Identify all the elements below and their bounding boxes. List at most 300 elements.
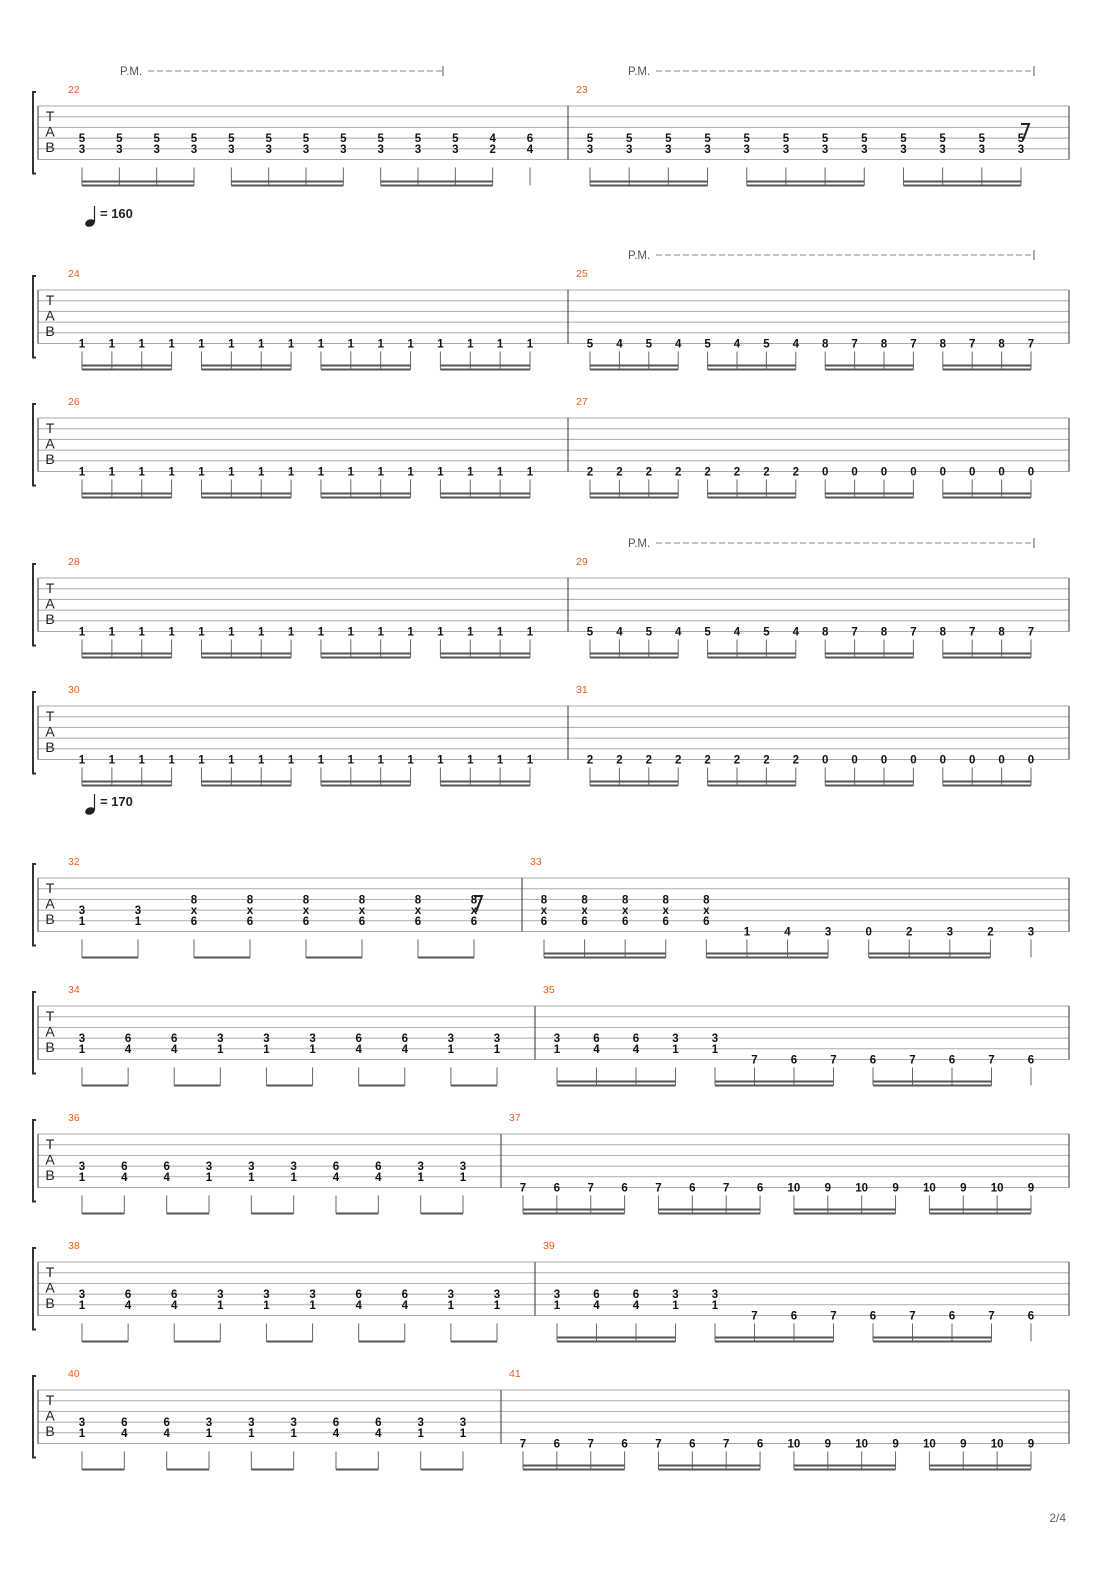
- fret-number: 5: [190, 133, 198, 146]
- fret-number: x: [662, 905, 669, 918]
- fret-number: 5: [704, 338, 711, 351]
- fret-number: 1: [407, 338, 414, 351]
- fret-number: 10: [923, 1438, 936, 1451]
- tab-clef-letter: B: [45, 323, 55, 339]
- fret-number: 3: [821, 143, 829, 156]
- fret-number: 5: [586, 338, 594, 351]
- tab-clef-letter: B: [45, 451, 55, 467]
- fret-number: 7: [722, 1182, 730, 1195]
- fret-number: 7: [1027, 338, 1035, 351]
- fret-number: 2: [733, 754, 741, 767]
- fret-number: 1: [496, 626, 504, 639]
- fret-number: 6: [703, 915, 710, 928]
- fret-number: 4: [792, 626, 800, 639]
- fret-number: 9: [1027, 1182, 1035, 1195]
- measure-number: 36: [68, 1112, 80, 1124]
- fret-number: 6: [121, 1417, 128, 1430]
- fret-number: 4: [526, 143, 534, 156]
- fret-number: 8: [581, 894, 588, 907]
- system-bracket: [33, 1248, 36, 1330]
- fret-number: 4: [355, 1043, 362, 1056]
- fret-number: 1: [526, 466, 534, 479]
- tab-clef-letter: B: [45, 1295, 55, 1311]
- fret-number: 6: [358, 915, 366, 928]
- fret-number: 10: [787, 1438, 801, 1451]
- fret-number: 6: [756, 1438, 764, 1451]
- fret-number: 6: [689, 1182, 696, 1195]
- system-bracket: [33, 276, 36, 358]
- fret-number: 3: [309, 1033, 316, 1046]
- fret-number: 8: [821, 338, 829, 351]
- fret-number: 5: [377, 133, 384, 146]
- fret-number: 6: [171, 1289, 178, 1302]
- fret-number: 4: [616, 338, 623, 351]
- page-number: 2/4: [1049, 1511, 1066, 1525]
- fret-number: 3: [190, 143, 198, 156]
- fret-number: 3: [665, 143, 672, 156]
- fret-number: 4: [401, 1299, 408, 1312]
- fret-number: 3: [78, 1417, 86, 1430]
- tab-clef-letter: T: [45, 292, 55, 308]
- fret-number: 7: [751, 1054, 758, 1067]
- fret-number: x: [703, 905, 710, 918]
- fret-number: 3: [711, 1033, 719, 1046]
- fret-number: 5: [452, 133, 459, 146]
- system-bracket: [33, 1120, 36, 1202]
- fret-number: 3: [861, 143, 868, 156]
- fret-number: 2: [645, 466, 653, 479]
- fret-number: 1: [309, 1043, 316, 1056]
- fret-number: 1: [78, 1299, 86, 1312]
- measure-number: 39: [543, 1240, 555, 1252]
- fret-number: 1: [108, 466, 116, 479]
- fret-number: 8: [998, 626, 1005, 639]
- fret-number: 1: [263, 1299, 270, 1312]
- fret-number: x: [540, 905, 548, 918]
- tab-clef-letter: A: [45, 123, 55, 140]
- fret-number: 2: [763, 466, 770, 479]
- fret-number: 1: [467, 626, 474, 639]
- fret-number: 3: [824, 926, 832, 939]
- measure-number: 41: [509, 1368, 521, 1380]
- fret-number: 0: [821, 466, 829, 479]
- fret-number: 0: [939, 466, 947, 479]
- fret-number: 7: [968, 626, 976, 639]
- fret-number: 1: [496, 338, 504, 351]
- fret-number: 3: [78, 1033, 86, 1046]
- fret-number: x: [470, 905, 478, 918]
- fret-number: 6: [662, 915, 669, 928]
- fret-number: 5: [340, 133, 347, 146]
- fret-number: 3: [711, 1289, 719, 1302]
- fret-number: 3: [228, 143, 235, 156]
- fret-number: 4: [593, 1043, 600, 1056]
- fret-number: 6: [190, 915, 198, 928]
- fret-number: 1: [134, 915, 142, 928]
- fret-number: 10: [923, 1182, 936, 1195]
- fret-number: 4: [616, 626, 623, 639]
- fret-number: 4: [375, 1171, 382, 1184]
- tab-clef-letter: B: [45, 139, 55, 155]
- fret-number: 6: [1027, 1310, 1035, 1323]
- system-bracket: [33, 564, 36, 646]
- fret-number: 5: [645, 338, 653, 351]
- fret-number: 1: [108, 626, 116, 639]
- fret-number: 9: [1027, 1438, 1035, 1451]
- fret-number: 2: [906, 926, 913, 939]
- fret-number: 8: [662, 894, 669, 907]
- fret-number: 3: [553, 1033, 561, 1046]
- fret-number: 6: [124, 1289, 132, 1302]
- fret-number: 6: [948, 1054, 956, 1067]
- fret-number: 9: [824, 1182, 832, 1195]
- fret-number: 3: [447, 1289, 455, 1302]
- fret-number: 3: [459, 1417, 467, 1430]
- fret-number: 3: [672, 1289, 679, 1302]
- fret-number: 1: [168, 466, 175, 479]
- fret-number: 1: [257, 466, 265, 479]
- fret-number: 6: [621, 915, 629, 928]
- fret-number: 0: [968, 466, 976, 479]
- fret-number: 1: [437, 466, 444, 479]
- fret-number: 2: [763, 754, 770, 767]
- fret-number: 7: [910, 338, 917, 351]
- fret-number: 9: [824, 1438, 832, 1451]
- fret-number: x: [414, 905, 422, 918]
- fret-number: 0: [1027, 754, 1035, 767]
- fret-number: 5: [228, 133, 235, 146]
- fret-number: 1: [138, 626, 145, 639]
- fret-number: 1: [493, 1299, 501, 1312]
- fret-number: 1: [78, 466, 86, 479]
- fret-number: 9: [892, 1182, 899, 1195]
- tempo-mark: = 170: [100, 794, 133, 809]
- fret-number: 3: [1027, 926, 1035, 939]
- fret-number: 7: [751, 1310, 758, 1323]
- fret-number: 3: [248, 1161, 255, 1174]
- fret-number: 6: [121, 1161, 128, 1174]
- fret-number: 1: [78, 626, 86, 639]
- fret-number: 1: [496, 466, 504, 479]
- fret-number: 0: [910, 754, 917, 767]
- fret-number: 0: [968, 754, 976, 767]
- fret-number: 3: [672, 1033, 679, 1046]
- fret-number: 3: [78, 1161, 86, 1174]
- fret-number: 1: [317, 466, 325, 479]
- fret-number: 1: [347, 754, 355, 767]
- fret-number: 3: [417, 1417, 424, 1430]
- fret-number: 7: [830, 1054, 837, 1067]
- fret-number: 5: [978, 133, 986, 146]
- palm-mute-label: P.M.: [120, 66, 143, 78]
- fret-number: 1: [287, 466, 295, 479]
- fret-number: 1: [257, 754, 265, 767]
- fret-number: 6: [414, 915, 422, 928]
- fret-number: 0: [880, 466, 888, 479]
- fret-number: 1: [437, 338, 444, 351]
- fret-number: 6: [163, 1161, 170, 1174]
- measure-number: 26: [68, 396, 80, 408]
- fret-number: 3: [217, 1289, 224, 1302]
- palm-mute-label: P.M.: [628, 66, 651, 78]
- fret-number: 4: [733, 626, 741, 639]
- fret-number: 7: [851, 338, 858, 351]
- measure-number: 34: [68, 984, 80, 996]
- fret-number: 7: [910, 626, 917, 639]
- fret-number: 9: [892, 1438, 899, 1451]
- fret-number: 10: [990, 1182, 1004, 1195]
- fret-number: 4: [171, 1299, 178, 1312]
- fret-number: 8: [880, 626, 888, 639]
- fret-number: 1: [526, 626, 534, 639]
- fret-number: 2: [616, 754, 623, 767]
- fret-number: 1: [459, 1427, 467, 1440]
- fret-number: 3: [217, 1033, 224, 1046]
- fret-number: 1: [467, 338, 474, 351]
- system-bracket: [33, 92, 36, 174]
- fret-number: 1: [672, 1299, 679, 1312]
- fret-number: 2: [792, 466, 800, 479]
- fret-number: 4: [332, 1427, 340, 1440]
- fret-number: 1: [317, 754, 325, 767]
- fret-number: 10: [787, 1182, 801, 1195]
- fret-number: 1: [407, 466, 414, 479]
- fret-number: 3: [493, 1033, 501, 1046]
- fret-number: 4: [163, 1427, 170, 1440]
- fret-number: 3: [205, 1417, 213, 1430]
- fret-number: 3: [78, 143, 86, 156]
- fret-number: 3: [263, 1033, 270, 1046]
- fret-number: 1: [447, 1043, 455, 1056]
- fret-number: 1: [407, 754, 414, 767]
- fret-number: 3: [78, 1289, 86, 1302]
- fret-number: 1: [78, 915, 86, 928]
- tempo-mark: = 160: [100, 206, 133, 221]
- fret-number: 1: [347, 626, 355, 639]
- fret-number: 4: [593, 1299, 600, 1312]
- fret-number: 1: [290, 1427, 297, 1440]
- fret-number: 1: [347, 338, 355, 351]
- fret-number: 6: [355, 1033, 362, 1046]
- fret-number: 1: [205, 1427, 213, 1440]
- fret-number: 7: [988, 1054, 995, 1067]
- fret-number: 3: [493, 1289, 501, 1302]
- fret-number: 1: [447, 1299, 455, 1312]
- fret-number: 6: [621, 1438, 628, 1451]
- fret-number: 1: [78, 1043, 86, 1056]
- fret-number: 8: [703, 894, 710, 907]
- fret-number: 3: [452, 143, 459, 156]
- fret-number: 2: [674, 466, 682, 479]
- fret-number: 5: [665, 133, 672, 146]
- fret-number: 8: [998, 338, 1005, 351]
- fret-number: 6: [332, 1417, 340, 1430]
- fret-number: 6: [869, 1310, 877, 1323]
- fret-number: 8: [302, 894, 310, 907]
- fret-number: 9: [960, 1182, 967, 1195]
- fret-number: 1: [78, 338, 86, 351]
- fret-number: 7: [587, 1182, 594, 1195]
- fret-number: 3: [939, 143, 946, 156]
- fret-number: 1: [228, 754, 235, 767]
- fret-number: 5: [782, 133, 790, 146]
- tab-clef-letter: A: [45, 895, 55, 912]
- fret-number: 1: [248, 1171, 255, 1184]
- fret-number: 3: [1017, 143, 1025, 156]
- fret-number: 5: [861, 133, 868, 146]
- fret-number: 6: [593, 1289, 600, 1302]
- fret-number: 1: [437, 754, 444, 767]
- fret-number: x: [621, 905, 629, 918]
- fret-number: 7: [519, 1182, 527, 1195]
- fret-number: 1: [263, 1043, 270, 1056]
- fret-number: 6: [332, 1161, 340, 1174]
- fret-number: 1: [287, 338, 295, 351]
- tab-clef-letter: B: [45, 1039, 55, 1055]
- fret-number: 6: [632, 1289, 640, 1302]
- fret-number: 6: [553, 1182, 561, 1195]
- fret-number: 0: [851, 754, 858, 767]
- fret-number: 2: [733, 466, 741, 479]
- fret-number: 7: [1027, 626, 1035, 639]
- fret-number: 4: [733, 338, 741, 351]
- fret-number: 3: [248, 1417, 255, 1430]
- tab-clef-letter: T: [45, 1392, 55, 1408]
- fret-number: 7: [909, 1054, 916, 1067]
- fret-number: 2: [616, 466, 623, 479]
- system-bracket: [33, 864, 36, 946]
- fret-number: 0: [998, 754, 1005, 767]
- tab-system: [33, 1376, 1069, 1458]
- system-bracket: [33, 404, 36, 486]
- fret-number: 6: [790, 1054, 798, 1067]
- fret-number: 6: [163, 1417, 170, 1430]
- measure-number: 38: [68, 1240, 80, 1252]
- fret-number: 1: [317, 338, 325, 351]
- fret-number: 6: [375, 1417, 382, 1430]
- measure-number: 23: [576, 84, 588, 96]
- tab-clef-letter: B: [45, 911, 55, 927]
- fret-number: 6: [790, 1310, 798, 1323]
- fret-number: 1: [417, 1171, 424, 1184]
- fret-number: 1: [198, 754, 205, 767]
- fret-number: 0: [880, 754, 888, 767]
- fret-number: 1: [78, 1427, 86, 1440]
- fret-number: 5: [116, 133, 123, 146]
- fret-number: 1: [217, 1043, 224, 1056]
- fret-number: 1: [317, 626, 325, 639]
- system-bracket: [33, 692, 36, 774]
- fret-number: 1: [287, 754, 295, 767]
- fret-number: x: [302, 905, 310, 918]
- fret-number: 1: [108, 754, 116, 767]
- fret-number: 3: [377, 143, 384, 156]
- fret-number: 3: [625, 143, 633, 156]
- palm-mute-label: P.M.: [628, 250, 651, 262]
- fret-number: 4: [121, 1171, 128, 1184]
- fret-number: 1: [711, 1299, 719, 1312]
- fret-number: 1: [672, 1043, 679, 1056]
- fret-number: 4: [632, 1299, 640, 1312]
- fret-number: 7: [851, 626, 858, 639]
- fret-number: 10: [855, 1182, 869, 1195]
- fret-number: 7: [519, 1438, 527, 1451]
- system-bracket: [33, 1376, 36, 1458]
- fret-number: 1: [228, 466, 235, 479]
- fret-number: 1: [526, 338, 534, 351]
- tab-clef-letter: T: [45, 1008, 55, 1024]
- fret-number: 1: [228, 626, 235, 639]
- fret-number: 1: [553, 1043, 561, 1056]
- fret-number: 3: [946, 926, 954, 939]
- fret-number: 9: [960, 1438, 967, 1451]
- tab-clef-letter: B: [45, 739, 55, 755]
- fret-number: 6: [689, 1438, 696, 1451]
- fret-number: 1: [198, 466, 205, 479]
- fret-number: 1: [407, 626, 414, 639]
- fret-number: 5: [763, 338, 770, 351]
- fret-number: 3: [586, 143, 594, 156]
- tab-clef-letter: T: [45, 580, 55, 596]
- tab-system: [33, 92, 1069, 174]
- fret-number: 3: [265, 143, 272, 156]
- fret-number: 5: [414, 133, 422, 146]
- tab-clef-letter: T: [45, 108, 55, 124]
- tab-clef-letter: T: [45, 420, 55, 436]
- fret-number: 7: [968, 338, 976, 351]
- measure-number: 31: [576, 684, 588, 696]
- tab-clef-letter: T: [45, 1136, 55, 1152]
- tab-clef-letter: A: [45, 1023, 55, 1040]
- fret-number: 1: [228, 338, 235, 351]
- fret-number: 3: [553, 1289, 561, 1302]
- fret-number: 7: [988, 1310, 995, 1323]
- tab-system: [33, 864, 1069, 946]
- fret-number: 1: [377, 338, 384, 351]
- palm-mute-label: P.M.: [628, 538, 651, 550]
- fret-number: 7: [830, 1310, 837, 1323]
- fret-number: 3: [704, 143, 711, 156]
- fret-number: 5: [302, 133, 310, 146]
- fret-number: 1: [526, 754, 534, 767]
- fret-number: 1: [138, 754, 145, 767]
- fret-number: 1: [467, 466, 474, 479]
- fret-number: 8: [880, 338, 888, 351]
- measure-number: 24: [68, 268, 80, 280]
- fret-number: 5: [586, 133, 594, 146]
- fret-number: 8: [939, 626, 947, 639]
- tab-clef-letter: B: [45, 1423, 55, 1439]
- fret-number: 0: [1027, 466, 1035, 479]
- fret-number: 6: [621, 1182, 628, 1195]
- fret-number: 1: [743, 926, 751, 939]
- fret-number: 10: [855, 1438, 869, 1451]
- fret-number: 2: [704, 754, 711, 767]
- measure-number: 27: [576, 396, 588, 408]
- fret-number: 6: [124, 1033, 132, 1046]
- measure-number: 40: [68, 1368, 80, 1380]
- fret-number: 6: [246, 915, 254, 928]
- fret-number: 2: [586, 466, 594, 479]
- fret-number: 3: [290, 1161, 297, 1174]
- fret-number: 8: [414, 894, 422, 907]
- fret-number: 1: [467, 754, 474, 767]
- tab-clef-letter: A: [45, 1407, 55, 1424]
- fret-number: 7: [655, 1438, 662, 1451]
- fret-number: 6: [540, 915, 548, 928]
- measure-number: 35: [543, 984, 555, 996]
- fret-number: 2: [586, 754, 594, 767]
